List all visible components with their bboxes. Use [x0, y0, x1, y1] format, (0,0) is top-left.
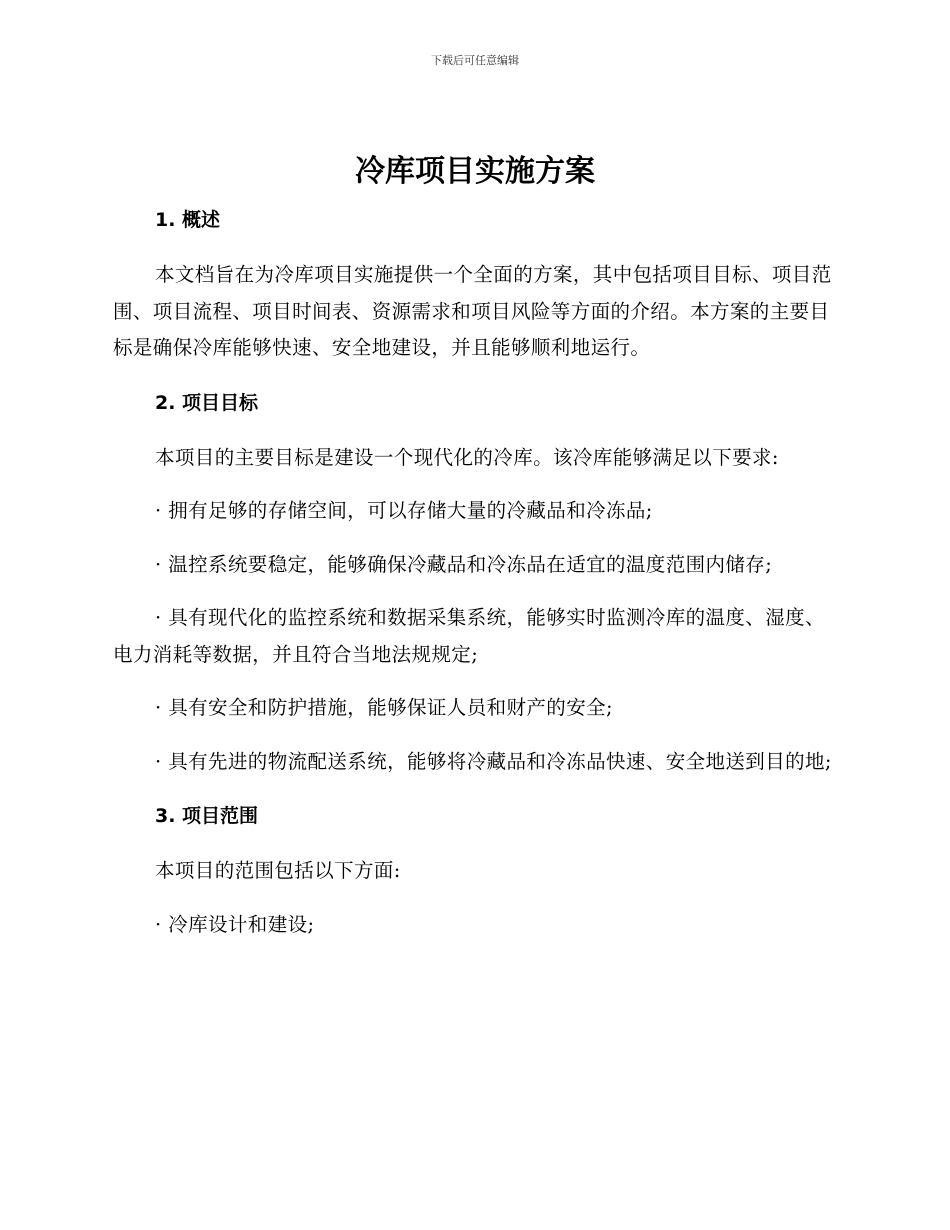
section-heading-goals: 2. 项目目标 [155, 391, 259, 414]
section-heading-scope: 3. 项目范围 [155, 805, 259, 827]
document-body [113, 200, 833, 943]
bullet-item: · 具有安全和防护措施，能够保证人员和财产的安全; [155, 696, 613, 719]
bullet-item: · 温控系统要稳定，能够确保冷藏品和冷冻品在适宜的温度范围内储存; [155, 552, 773, 576]
document-title: 冷库项目实施方案 [355, 154, 595, 189]
section-heading-overview: 1. 概述 [155, 209, 221, 231]
bullet-item: · 冷库设计和建设; [155, 912, 315, 936]
page-header-note: 下载后可任意编辑 [431, 54, 519, 67]
bullet-item: · 具有先进的物流配送系统，能够将冷藏品和冷冻品快速、安全地送到目的地; [155, 749, 832, 773]
paragraph: 本项目的主要目标是建设一个现代化的冷库。该冷库能够满足以下要求: [155, 445, 779, 469]
bullet-item: · 拥有足够的存储空间，可以存储大量的冷藏品和冷冻品; [155, 499, 653, 522]
paragraph: 本文档旨在为冷库项目实施提供一个全面的方案，其中包括项目目标、项目范围、项目流程、项目时间表、资源需求和项目风险等方面的介绍。本方案的主要目标是确保冷库能够快速、安全地建设，并且能够顺利地运行。 [113, 263, 832, 359]
paragraph: 本项目的范围包括以下方面: [155, 859, 401, 882]
bullet-item: · 具有现代化的监控系统和数据采集系统，能够实时监测冷库的温度、湿度、电力消耗等数据，并且符合当地法规规定; [113, 606, 825, 666]
